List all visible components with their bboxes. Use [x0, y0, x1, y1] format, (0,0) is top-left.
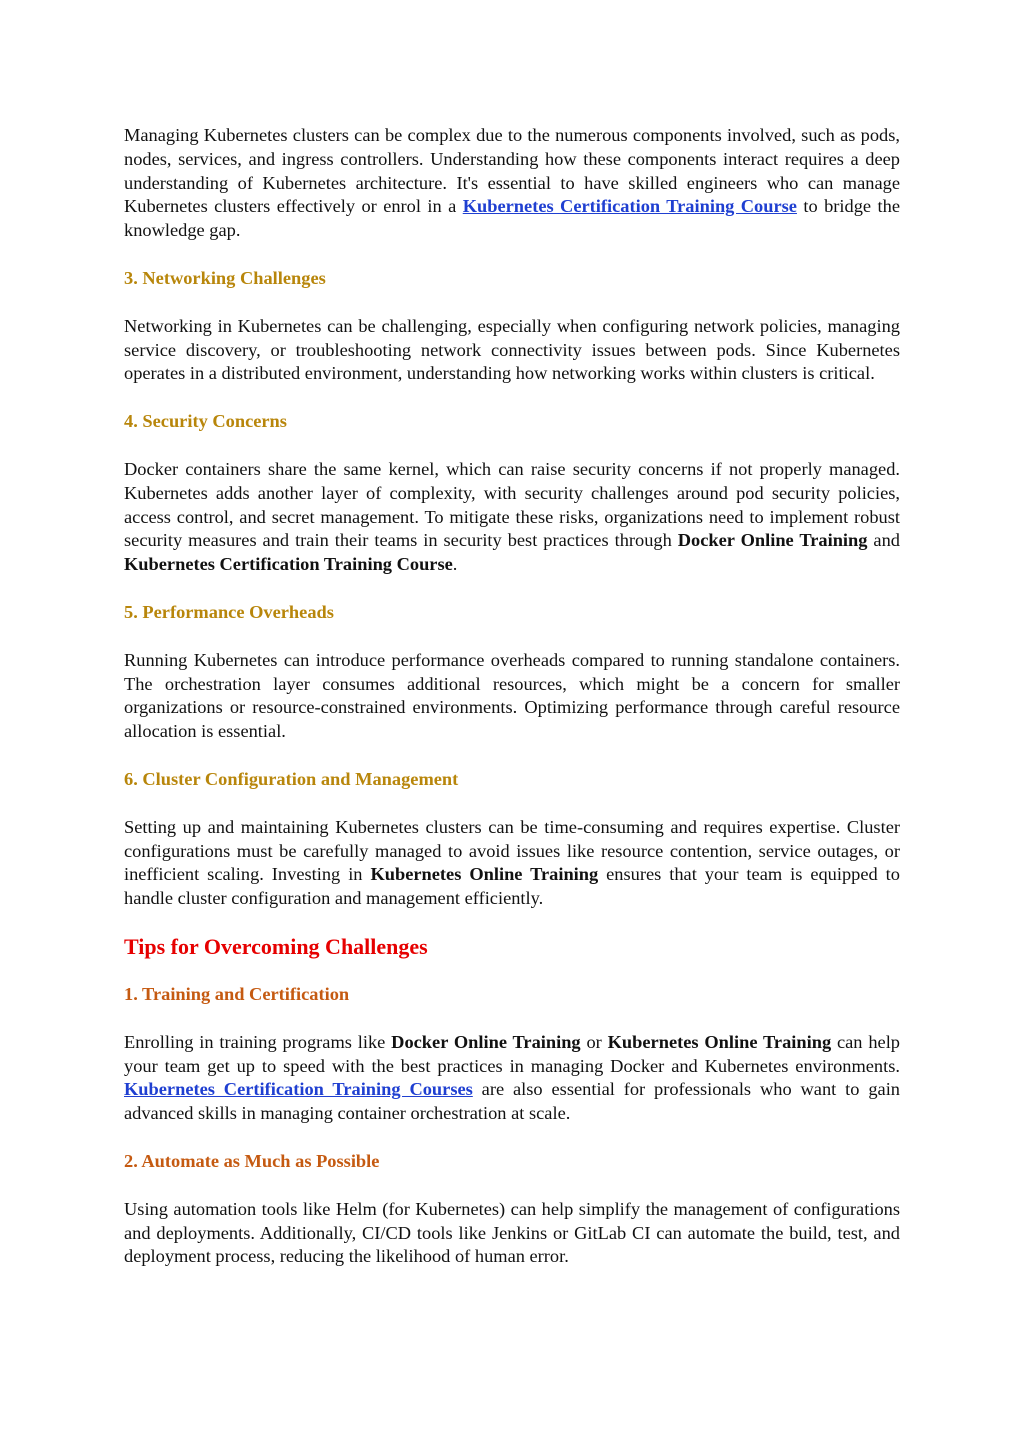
docker-training-bold: Docker Online Training	[391, 1031, 581, 1052]
section-heading-networking: 3. Networking Challenges	[124, 267, 326, 288]
cluster-text: Setting up and maintaining Kubernetes clusters can be time-consuming and requires expertise. Cluster configurations must be carefully managed to avoid issues like resource contention, service outages, or inefficient scaling. Investing in	[124, 816, 900, 885]
tips-heading: Tips for Overcoming Challenges	[124, 933, 428, 959]
automate-paragraph: Using automation tools like Helm (for Kubernetes) can help simplify the management of configurations and deployments. Additionally, CI/CD tools like Jenkins or GitLab CI can automate the build, test, and deployment process, reducing the likelihood of human error.	[124, 1198, 900, 1267]
security-paragraph	[124, 458, 900, 577]
intro-text: Managing Kubernetes clusters can be complex due to the numerous components involved, such as pods, nodes, services, and ingress controllers. Understanding how these components interact requires a deep understanding of Kubernetes architecture. It's essential to have skilled engineers who can manage Kubernetes clusters effectively or enrol in a	[124, 125, 900, 217]
security-text: Docker containers share the same kernel, which can raise security concerns if not properly managed. Kubernetes adds another layer of complexity, with security challenges around pod security policies, access control, and secret management. To mitigate these risks, organizations need to implement robust security measures and train their teams in security best practices through	[124, 458, 900, 551]
section-heading-cluster-config: 6. Cluster Configuration and Management	[124, 768, 459, 789]
intro-text-end: to bridge the knowledge gap.	[124, 196, 900, 241]
training-text: Enrolling in training programs like	[124, 1031, 392, 1052]
kubernetes-course-bold: Kubernetes Certification Training Course	[124, 554, 453, 575]
performance-paragraph: Running Kubernetes can introduce performance overheads compared to running standalone containers. The orchestration layer consumes additional resources, which might be a concern for smaller organizations or resource-constrained environments. Optimizing performance through careful resource allocation is essential.	[124, 649, 900, 742]
training-text-mid: can help your team get up to speed with the best practices in managing Docker and Kubernetes environments.	[124, 1031, 901, 1076]
security-text-end: .	[452, 554, 458, 575]
section-heading-performance: 5. Performance Overheads	[124, 601, 334, 622]
docker-training-bold: Docker Online Training	[677, 530, 868, 551]
training-text-or: or	[580, 1031, 608, 1052]
training-paragraph	[124, 1031, 900, 1126]
tip-heading-automate: 2. Automate as Much as Possible	[124, 1150, 380, 1171]
training-text-end: are also essential for professionals who want to gain advanced skills in managing container orchestration at scale.	[124, 1079, 900, 1124]
cluster-text-end: ensures that your team is equipped to handle cluster configuration and management efficiently.	[124, 864, 900, 909]
document-page	[124, 124, 900, 1269]
kubernetes-course-link[interactable]: Kubernetes Certification Training Course	[462, 196, 797, 217]
section-heading-security: 4. Security Concerns	[124, 411, 287, 432]
networking-paragraph: Networking in Kubernetes can be challenging, especially when configuring network policies, managing service discovery, or troubleshooting network connectivity issues between pods. Since Kubernetes operates in a distributed environment, understanding how networking works within clusters is critical.	[124, 315, 900, 384]
intro-paragraph	[124, 124, 900, 243]
kubernetes-online-training-bold: Kubernetes Online Training	[607, 1031, 832, 1052]
kubernetes-online-training-bold: Kubernetes Online Training	[370, 864, 599, 885]
cluster-config-paragraph	[124, 816, 900, 911]
tip-heading-training: 1. Training and Certification	[124, 983, 350, 1004]
kubernetes-courses-link[interactable]: Kubernetes Certification Training Courses	[124, 1079, 473, 1100]
security-text-and: and	[867, 530, 900, 551]
